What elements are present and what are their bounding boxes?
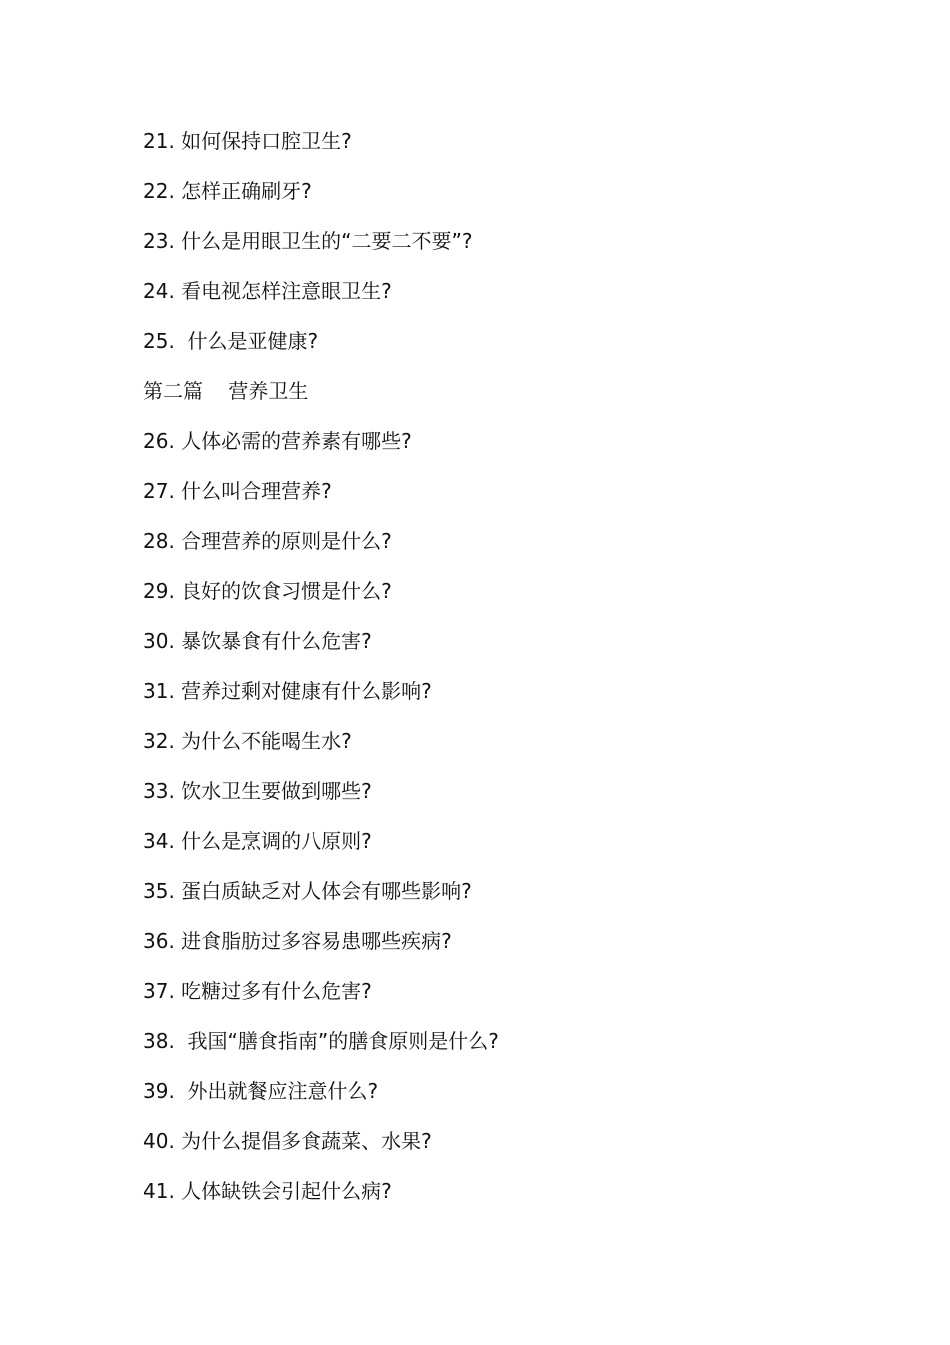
list-item — [143, 824, 499, 874]
item-number: 21. — [143, 129, 182, 153]
item-number: 26. — [143, 429, 182, 453]
list-item — [143, 724, 499, 774]
item-text: 合理营养的原则是什么? — [181, 529, 392, 553]
item-number: 23. — [143, 229, 182, 253]
list-item — [143, 574, 499, 624]
list-item — [143, 1124, 499, 1174]
list-item — [143, 624, 499, 674]
item-text: 吃糖过多有什么危害? — [181, 979, 372, 1003]
item-number: 33. — [143, 779, 182, 803]
list-item — [143, 274, 499, 324]
item-number: 37. — [143, 979, 182, 1003]
list-item — [143, 1074, 499, 1124]
item-number: 24. — [143, 279, 182, 303]
list-item — [143, 1174, 499, 1224]
item-number: 29. — [143, 579, 182, 603]
item-text: 进食脂肪过多容易患哪些疾病? — [181, 929, 452, 953]
item-number: 22. — [143, 179, 182, 203]
item-text: 良好的饮食习惯是什么? — [181, 579, 392, 603]
item-number: 30. — [143, 629, 182, 653]
item-number: 38. — [143, 1029, 188, 1053]
list-item — [143, 524, 499, 574]
list-item — [143, 474, 499, 524]
list-item — [143, 1024, 499, 1074]
section-heading — [143, 374, 499, 424]
list-item — [143, 424, 499, 474]
item-text: 什么是烹调的八原则? — [181, 829, 372, 853]
item-number: 34. — [143, 829, 182, 853]
list-item — [143, 674, 499, 724]
item-text: 人体缺铁会引起什么病? — [181, 1179, 392, 1203]
item-text: 为什么不能喝生水? — [181, 729, 352, 753]
item-text: 人体必需的营养素有哪些? — [181, 429, 412, 453]
list-item — [143, 174, 499, 224]
item-number: 39. — [143, 1079, 188, 1103]
list-item — [143, 874, 499, 924]
item-number: 41. — [143, 1179, 182, 1203]
list-item — [143, 774, 499, 824]
list-item — [143, 924, 499, 974]
item-text: 如何保持口腔卫生? — [181, 129, 352, 153]
section-title: 第二篇 营养卫生 — [143, 379, 309, 403]
item-number: 25. — [143, 329, 188, 353]
item-number: 35. — [143, 879, 182, 903]
question-list — [143, 124, 499, 1224]
list-item — [143, 324, 499, 374]
item-text: 饮水卫生要做到哪些? — [181, 779, 372, 803]
item-text: 我国“膳食指南”的膳食原则是什么? — [187, 1029, 499, 1053]
item-text: 暴饮暴食有什么危害? — [181, 629, 372, 653]
item-text: 什么是用眼卫生的“二要二不要”? — [181, 229, 473, 253]
list-item — [143, 224, 499, 274]
item-number: 36. — [143, 929, 182, 953]
item-number: 40. — [143, 1129, 182, 1153]
item-text: 为什么提倡多食蔬菜、水果? — [181, 1129, 432, 1153]
item-number: 32. — [143, 729, 182, 753]
item-text: 怎样正确刷牙? — [181, 179, 312, 203]
item-number: 27. — [143, 479, 182, 503]
item-number: 28. — [143, 529, 182, 553]
item-number: 31. — [143, 679, 182, 703]
item-text: 什么叫合理营养? — [181, 479, 332, 503]
item-text: 外出就餐应注意什么? — [187, 1079, 379, 1103]
item-text: 看电视怎样注意眼卫生? — [181, 279, 392, 303]
list-item — [143, 124, 499, 174]
item-text: 蛋白质缺乏对人体会有哪些影响? — [181, 879, 472, 903]
item-text: 什么是亚健康? — [187, 329, 319, 353]
item-text: 营养过剩对健康有什么影响? — [181, 679, 432, 703]
list-item — [143, 974, 499, 1024]
